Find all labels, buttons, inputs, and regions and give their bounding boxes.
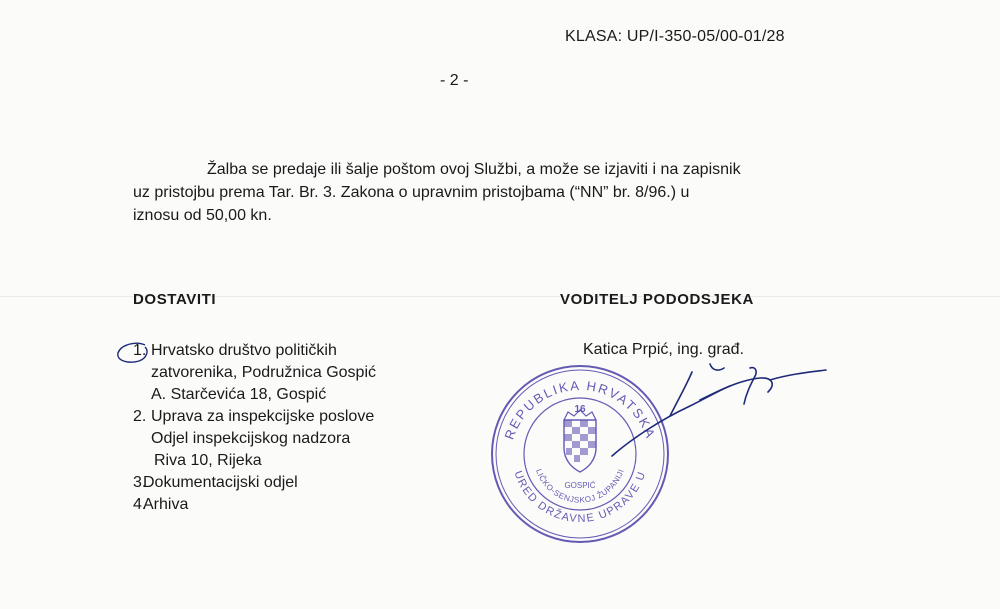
recipient-line: Riva 10, Rijeka xyxy=(154,452,262,469)
paragraph-line: iznosu od 50,00 kn. xyxy=(133,207,272,224)
recipient-list xyxy=(133,340,376,516)
recipient-line: Uprava za inspekcijske poslove xyxy=(151,408,375,425)
stamp-inner-text: LIČKO-SENJSKOJ ŽUPANIJI xyxy=(534,467,626,505)
handwritten-circle-mark xyxy=(115,341,153,365)
handwritten-signature xyxy=(600,360,830,460)
list-number: 3. xyxy=(133,474,147,491)
list-number: 2. xyxy=(133,408,147,425)
page-number: - 2 - xyxy=(440,72,469,89)
stamp-number: 16 xyxy=(574,404,586,415)
list-item xyxy=(133,406,376,472)
voditelj-heading: VODITELJ PODODSJEKA xyxy=(560,291,754,308)
stamp-city: GOSPIĆ xyxy=(564,481,596,490)
dostaviti-heading: DOSTAVITI xyxy=(133,291,217,308)
list-number: 1. xyxy=(133,342,147,359)
recipient-line: zatvorenika, Podružnica Gospić xyxy=(151,364,376,381)
recipient-line: Arhiva xyxy=(143,496,189,513)
recipient-line: Hrvatsko društvo političkih xyxy=(151,342,337,359)
stamp-bottom-text: URED DRŽAVNE UPRAVE U xyxy=(511,469,649,526)
recipient-line: A. Starčevića 18, Gospić xyxy=(151,386,327,403)
paragraph-line: Žalba se predaje ili šalje poštom ovoj Službi, a može se izjaviti i na zapisnik xyxy=(207,161,741,178)
coat-of-arms-icon xyxy=(564,410,596,472)
klasa-reference: KLASA: UP/I-350-05/00-01/28 xyxy=(565,28,785,45)
list-item xyxy=(133,340,376,406)
recipient-line: Dokumentacijski odjel xyxy=(143,474,298,491)
paragraph-line: uz pristojbu prema Tar. Br. 3. Zakona o upravnim pristojbama (“NN” br. 8/96.) u xyxy=(133,184,690,201)
recipient-line: Odjel inspekcijskog nadzora xyxy=(151,430,351,447)
list-item xyxy=(133,472,376,494)
list-item xyxy=(133,494,376,516)
list-number: 4. xyxy=(133,496,147,513)
stamp-outer-text: REPUBLIKA HRVATSKA xyxy=(501,377,659,442)
signatory-name: Katica Prpić, ing. građ. xyxy=(583,341,744,358)
appeal-paragraph xyxy=(133,158,825,227)
